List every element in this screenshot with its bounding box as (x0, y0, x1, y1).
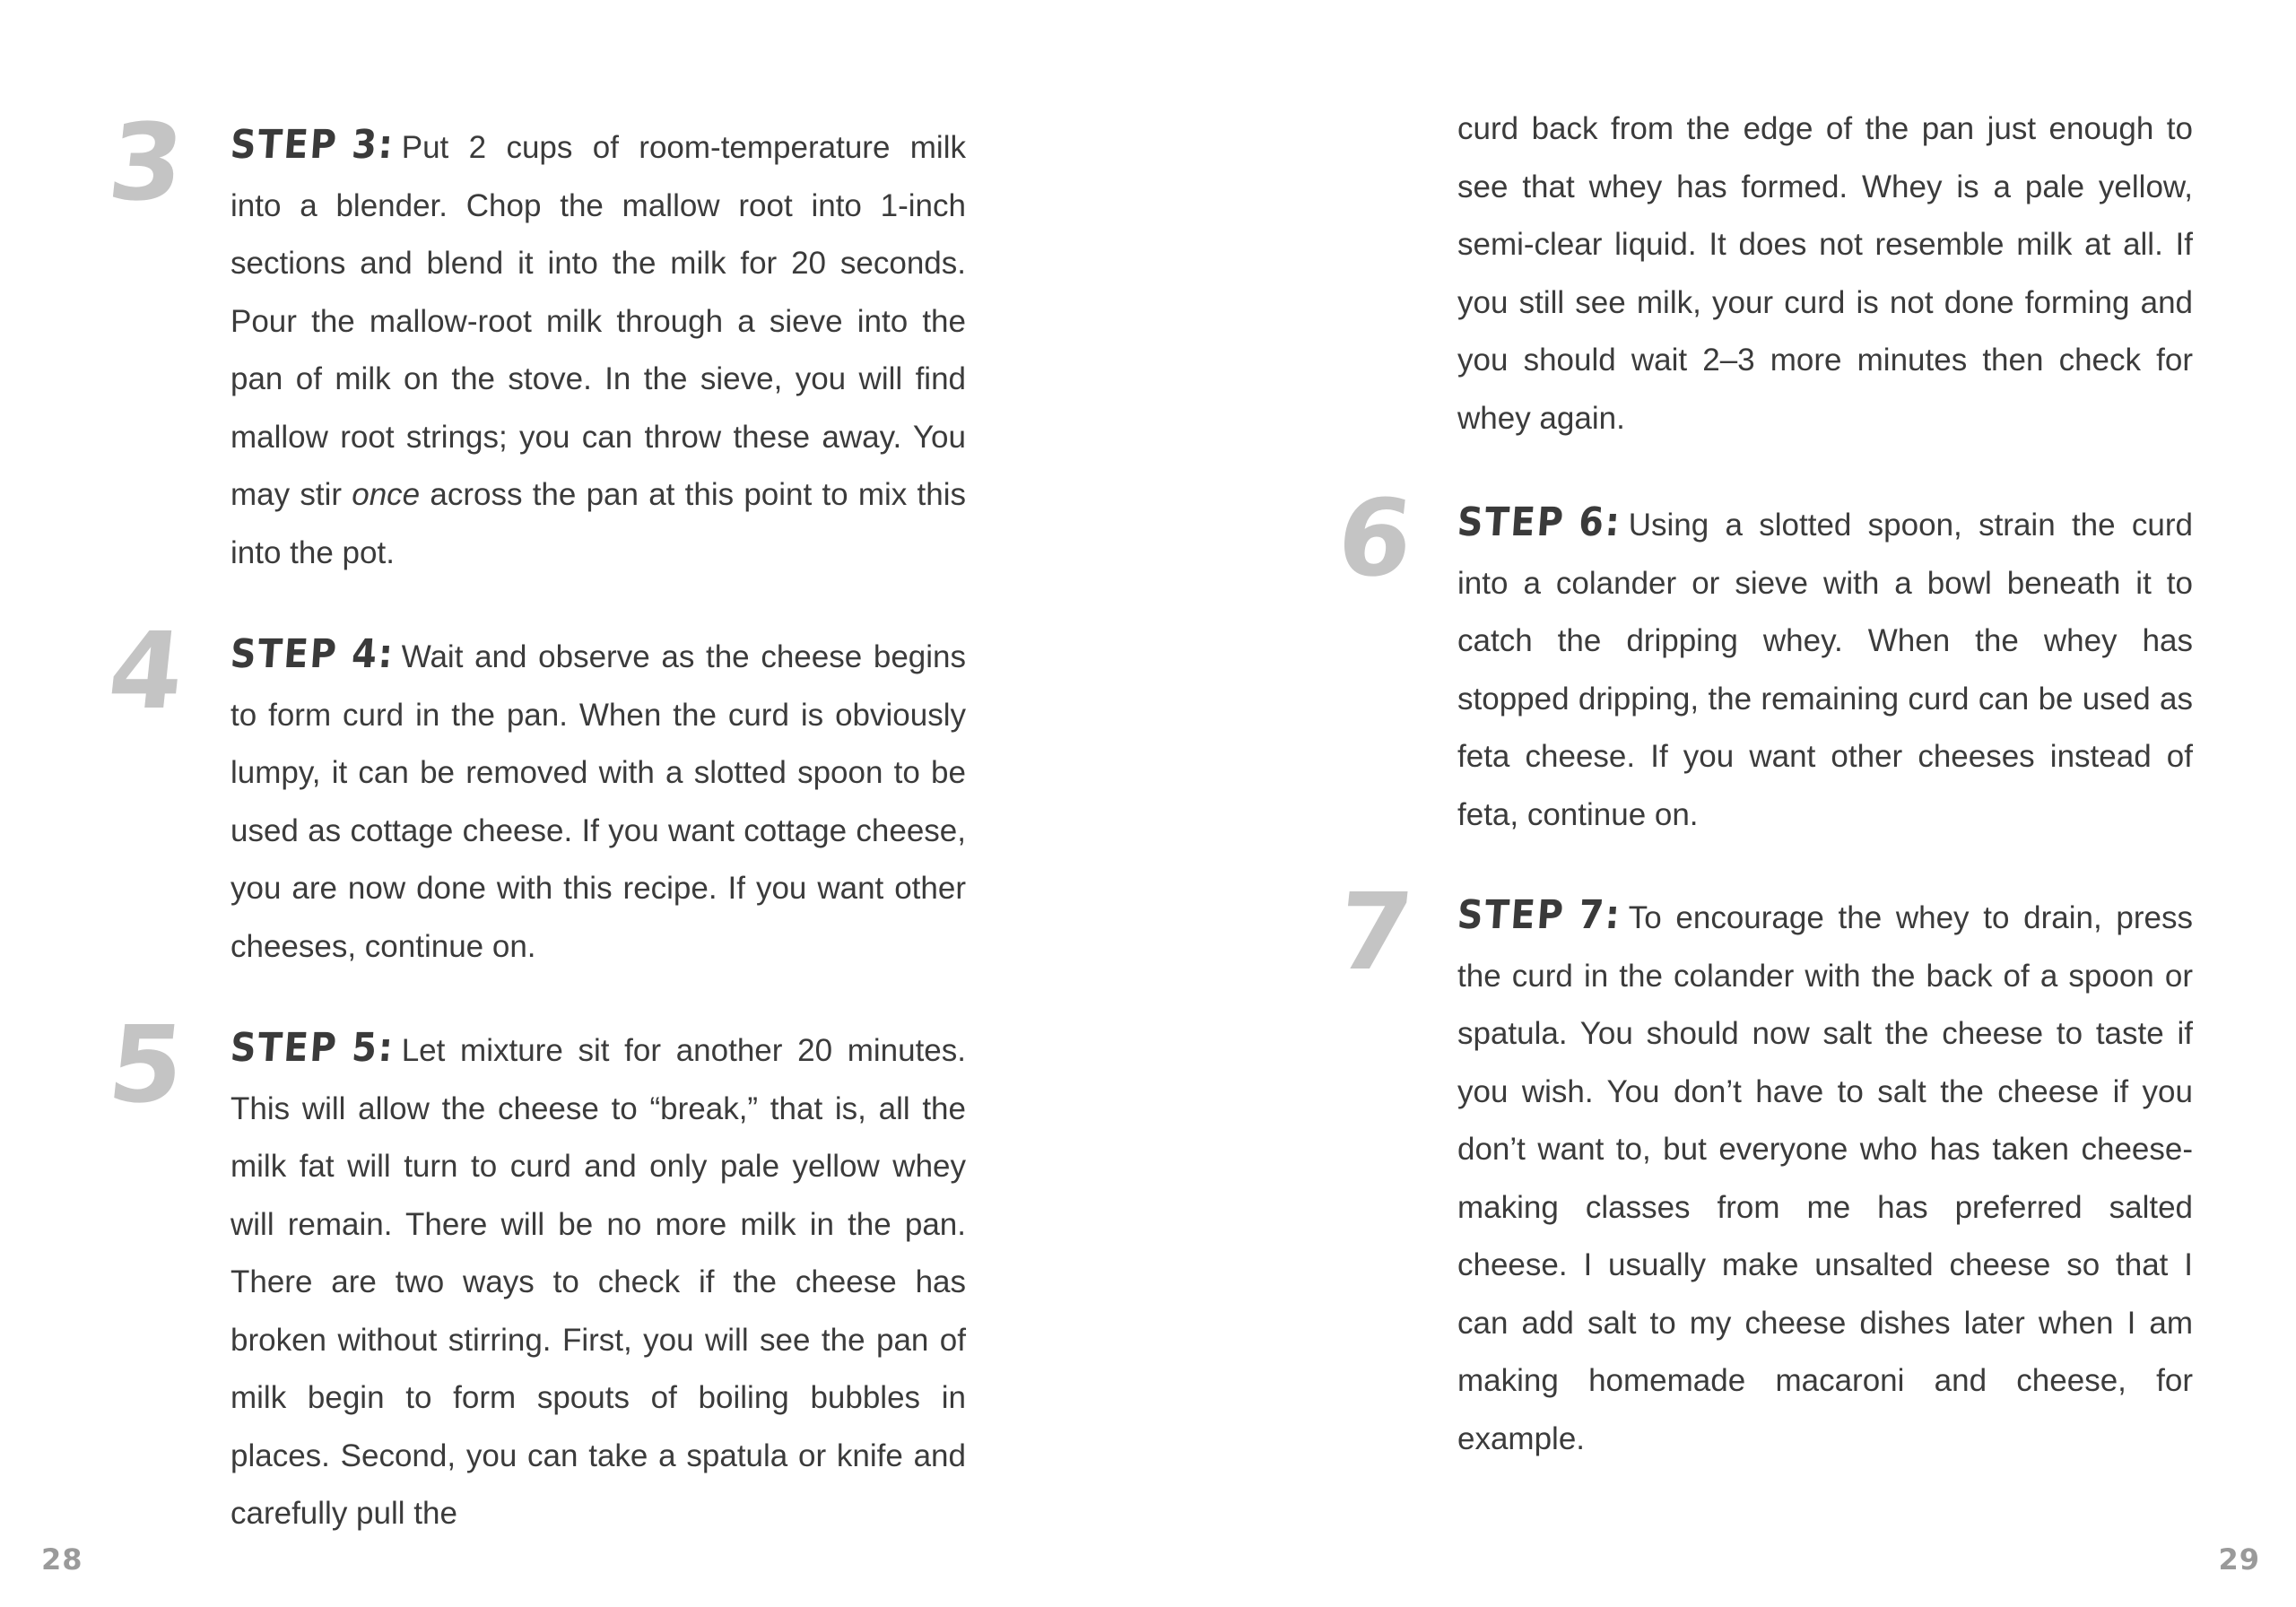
step-5 (230, 1020, 966, 1543)
step-6-label: STEP 6: (1456, 499, 1623, 545)
step-6 (1457, 494, 2193, 844)
step-3-emphasis: once (352, 477, 421, 512)
step-5-paragraph (230, 1020, 966, 1543)
step-3-label: STEP 3: (229, 122, 396, 168)
step-3-text-b: across the pan at this point to mix this into the pot. (230, 477, 966, 570)
step-7-numeral: 7 (1331, 870, 1419, 994)
continued-text: curd back from the edge of the pan just enough to see that whey has formed. Whey is a pale yellow, semi-clear liquid. It does not resemble milk at all. If you still see milk, your curd is not done forming and you should wait 2–3 more minutes then check for whey again. (1457, 111, 2193, 436)
step-3-paragraph (230, 117, 966, 582)
continued-paragraph (1457, 100, 2193, 447)
right-page (1148, 0, 2296, 1607)
step-7-label: STEP 7: (1456, 892, 1623, 938)
step-6-text: Using a slotted spoon, strain the curd into a colander or sieve with a bowl beneath it to catch the dripping whey. When the whey has stopped dripping, the remaining curd can be used as feta cheese. If you want other cheeses instead of feta, continue on. (1457, 508, 2193, 832)
step-4-text: Wait and observe as the cheese begins to form curd in the pan. When the curd is obviously lumpy, it can be removed with a slotted spoon to be used as cottage cheese. If you want cottage cheese, you are now done with this recipe. If you want other cheeses, continue on. (230, 639, 966, 964)
step-4-paragraph (230, 626, 966, 976)
step-4 (230, 626, 966, 976)
step-3-numeral: 3 (102, 100, 190, 224)
step-3 (230, 117, 966, 582)
page-number-right: 29 (2218, 1542, 2260, 1577)
step-4-numeral: 4 (102, 609, 190, 733)
step-5-numeral: 5 (102, 1003, 190, 1126)
step-7-paragraph (1457, 887, 2193, 1468)
step-7 (1457, 887, 2193, 1468)
page-number-left: 28 (41, 1542, 83, 1577)
step-5-label: STEP 5: (229, 1025, 396, 1071)
step-7-text: To encourage the whey to drain, press the curd in the colander with the back of a spoon or spatula. You should now salt the cheese to taste if you wish. You don’t have to salt the cheese if you don’t want to, but everyone who has taken cheese-making classes from me has preferred salted cheese. I usually make unsalted cheese so that I can add salt to my cheese dishes later when I am making homemade macaroni and cheese, for example. (1457, 900, 2193, 1456)
step-6-paragraph (1457, 494, 2193, 844)
step-4-label: STEP 4: (229, 631, 396, 677)
step-3-text-a: Put 2 cups of room-temperature milk into a blender. Chop the mallow root into 1-inch sections and blend it into the milk for 20 seconds. Pour the mallow-root milk through a sieve into the pan of milk on the stove. In the sieve, you will find mallow root strings; you can throw these away. You may stir (230, 130, 966, 512)
step-6-numeral: 6 (1331, 476, 1419, 600)
step-5-text: Let mixture sit for another 20 minutes. This will allow the cheese to “break,” that is, all the milk fat will turn to curd and only pale yellow whey will remain. There will be no more milk in the pan. There are two ways to check if the cheese has broken without stirring. First, you will see the pan of milk begin to form spouts of boiling bubbles in places. Second, you can take a spatula or knife and carefully pull the (230, 1033, 966, 1531)
